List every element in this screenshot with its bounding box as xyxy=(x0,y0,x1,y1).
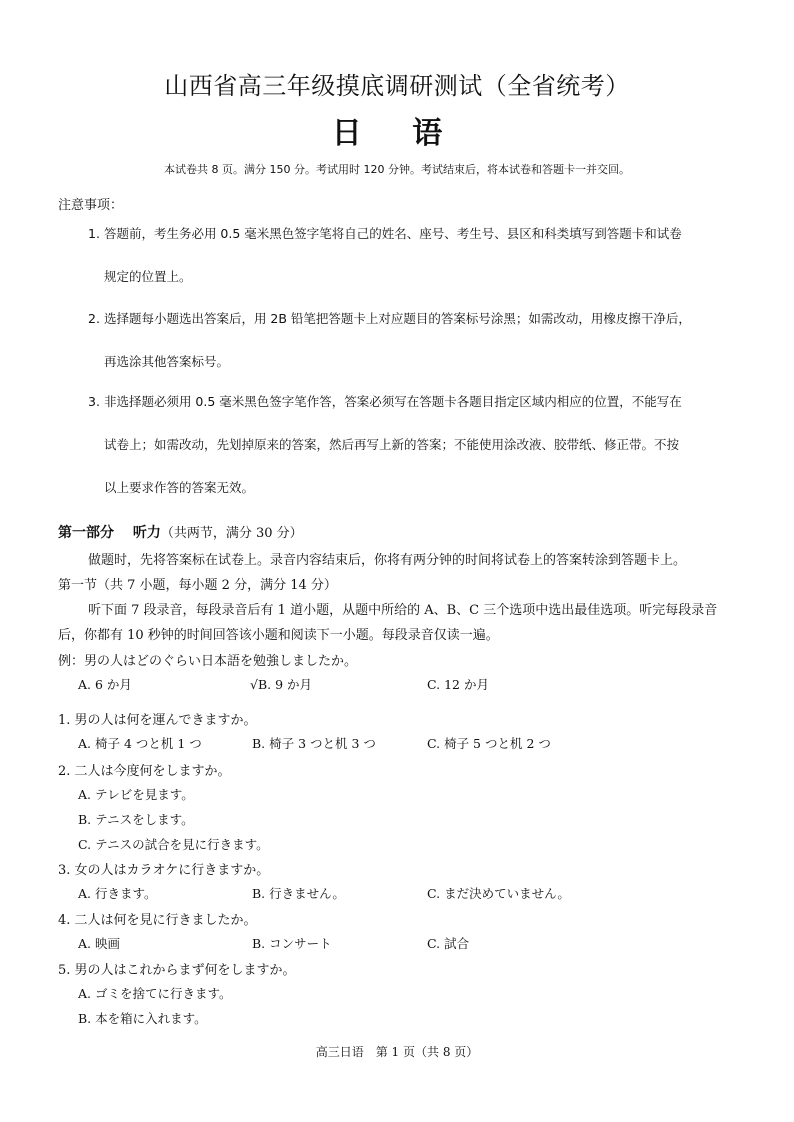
notice-item-number: 3. xyxy=(88,394,100,409)
question-2-option-c: C. テニスの試合を見に行きます。 xyxy=(78,837,269,852)
part1-heading xyxy=(58,522,303,542)
question-4-option-c: C. 試合 xyxy=(427,936,470,951)
question-4: 4. 二人は何を見に行きましたか。 xyxy=(58,913,257,928)
question-2-option-b: B. テニスをします。 xyxy=(78,812,194,827)
part1-heading-main: 第一部分 听力 xyxy=(58,525,161,541)
notice-item-line: 试卷上；如需改动，先划掉原来的答案，然后再写上新的答案；不能使用涂改液、胶带纸、修正带。不按 xyxy=(104,437,680,452)
example-option-c: C. 12 か月 xyxy=(427,677,489,692)
question-1: 1. 男の人は何を運んできますか。 xyxy=(58,713,257,728)
notice-item-line: 非选择题必须用 0.5 毫米黑色签字笔作答，答案必须写在答题卡各题目指定区域内相应的位置，不能写在 xyxy=(103,394,682,409)
question-2-option-a: A. テレビを見ます。 xyxy=(78,787,194,802)
notice-heading: 注意事项： xyxy=(58,198,124,213)
part1-instruction: 做题时，先将答案标在试卷上。录音内容结束后，你将有两分钟的时间将试卷上的答案转涂到答题卡上。 xyxy=(88,553,687,568)
question-2: 2. 二人は今度何をしますか。 xyxy=(58,764,231,779)
question-3-option-b: B. 行きません。 xyxy=(252,886,345,901)
notice-item-line: 选择题每小题选出答案后，用 2B 铅笔把答题卡上对应题目的答案标号涂黑；如需改动，用橡皮擦干净后， xyxy=(103,311,691,326)
question-1-option-a: A. 椅子 4 つと机 1 つ xyxy=(78,736,202,751)
notice-item-number: 2. xyxy=(88,311,100,326)
exam-intro: 本试卷共 8 页。满分 150 分。考试用时 120 分钟。考试结束后，将本试卷和答题卡一并交回。 xyxy=(164,163,630,176)
section1-instruction-line2: 后，你都有 10 秒钟的时间回答该小题和阅读下一小题。每段录音仅读一遍。 xyxy=(58,628,499,643)
example-option-b: √B. 9 か月 xyxy=(250,677,313,692)
question-5-option-b: B. 本を箱に入れます。 xyxy=(78,1011,207,1026)
question-5-option-a: A. ゴミを捨てに行きます。 xyxy=(78,986,232,1001)
notice-item-2 xyxy=(88,297,748,383)
example-question: 例：男の人はどのぐらい日本語を勉強しましたか。 xyxy=(58,654,358,669)
question-3-option-a: A. 行きます。 xyxy=(78,886,157,901)
section1-instruction-line1: 听下面 7 段录音，每段录音后有 1 道小题，从题中所给的 A、B、C 三个选项中选出最佳选项。听完每段录音 xyxy=(88,603,718,618)
question-4-option-b: B. コンサート xyxy=(252,936,332,951)
section1-heading: 第一节（共 7 小题，每小题 2 分，满分 14 分） xyxy=(58,578,337,593)
question-3-option-c: C. まだ決めていません。 xyxy=(427,886,570,901)
question-1-option-c: C. 椅子 5 つと机 2 つ xyxy=(427,736,551,751)
question-3: 3. 女の人はカラオケに行きますか。 xyxy=(58,863,270,878)
part1-heading-sub: （共两节，满分 30 分） xyxy=(160,526,303,541)
page-footer: 高三日语 第 1 页（共 8 页） xyxy=(315,1045,479,1059)
notice-item-line: 以上要求作答的答案无效。 xyxy=(104,480,255,495)
exam-subject: 日 语 xyxy=(331,116,463,151)
notice-item-line: 再选涂其他答案标号。 xyxy=(104,354,230,369)
question-4-option-a: A. 映画 xyxy=(78,936,120,951)
notice-item-line: 答题前，考生务必用 0.5 毫米黑色签字笔将自己的姓名、座号、考生号、县区和科类填写到答题卡和试卷 xyxy=(103,226,682,241)
question-1-option-b: B. 椅子 3 つと机 3 つ xyxy=(252,736,376,751)
notice-item-number: 1. xyxy=(88,226,100,241)
exam-title: 山西省高三年级摸底调研测试（全省统考） xyxy=(164,72,630,100)
question-5: 5. 男の人はこれからまず何をしますか。 xyxy=(58,963,296,978)
notice-item-3 xyxy=(88,380,748,509)
notice-item-line: 规定的位置上。 xyxy=(104,269,192,284)
notice-item-1 xyxy=(88,212,748,298)
example-option-a: A. 6 か月 xyxy=(78,677,132,692)
